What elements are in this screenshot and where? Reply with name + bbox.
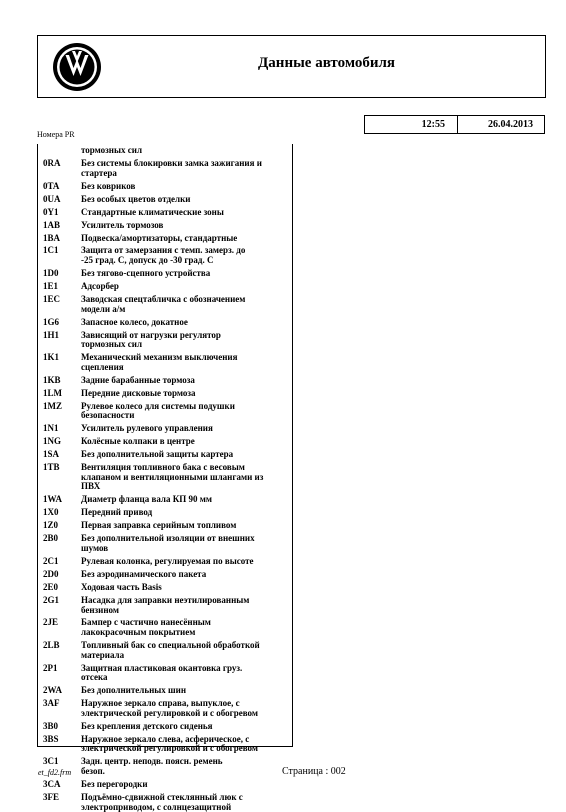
- description-line: Запасное колесо, докатное: [81, 318, 292, 328]
- description-line: Ходовая часть Basis: [81, 583, 292, 593]
- time-value: 12:55: [365, 116, 458, 133]
- pr-code: 1EC: [38, 295, 68, 314]
- description-line: стартера: [81, 169, 292, 179]
- description-line: клапаном и вентиляционными шлангами из: [81, 473, 292, 483]
- description-line: Без системы блокировки замка зажигания и: [81, 159, 292, 169]
- pr-number-list: [37, 144, 293, 746]
- pr-code: 2B0: [38, 534, 68, 553]
- description-line: -25 град. С, допуск до -30 град. С: [81, 256, 292, 266]
- list-item: [38, 557, 292, 567]
- list-item: [38, 793, 292, 812]
- pr-description: [68, 596, 292, 615]
- description-line: Зависящий от нагрузки регулятор: [81, 331, 292, 341]
- list-item: [38, 722, 292, 732]
- description-line: Без крепления детского сиденья: [81, 722, 292, 732]
- pr-code: 1E1: [38, 282, 68, 292]
- pr-code: 1NG: [38, 437, 68, 447]
- list-item: [38, 735, 292, 754]
- pr-code: 1MZ: [38, 402, 68, 421]
- description-line: шумов: [81, 544, 292, 554]
- list-item: [38, 450, 292, 460]
- description-line: электрической регулировкой и с обогревом: [81, 709, 292, 719]
- description-line: Механический механизм выключения: [81, 353, 292, 363]
- description-line: Заводская спецтабличка с обозначением: [81, 295, 292, 305]
- vw-logo-icon: [52, 42, 102, 92]
- list-item: [38, 282, 292, 292]
- pr-code: 2E0: [38, 583, 68, 593]
- description-line: сцепления: [81, 363, 292, 373]
- pr-description: [68, 376, 292, 386]
- description-line: Защита от замерзания с темп. замерз. до: [81, 246, 292, 256]
- description-line: Без особых цветов отделки: [81, 195, 292, 205]
- pr-description: [68, 757, 292, 776]
- description-line: Рулевое колесо для системы подушки: [81, 402, 292, 412]
- description-line: Бампер с частично нанесённым: [81, 618, 292, 628]
- list-item: [38, 221, 292, 231]
- pr-code: 0UA: [38, 195, 68, 205]
- list-item: [38, 686, 292, 696]
- list-item: [38, 618, 292, 637]
- list-item: [38, 402, 292, 421]
- pr-description: [68, 780, 292, 790]
- pr-code: 1K1: [38, 353, 68, 372]
- list-item: [38, 508, 292, 518]
- list-item: [38, 159, 292, 178]
- pr-description: [68, 182, 292, 192]
- description-line: электрической регулировкой и с обогревом: [81, 744, 292, 754]
- pr-description: [68, 793, 292, 812]
- pr-description: [68, 735, 292, 754]
- description-line: бензином: [81, 606, 292, 616]
- pr-code: 3B0: [38, 722, 68, 732]
- description-line: Без аэродинамического пакета: [81, 570, 292, 580]
- list-item: [38, 664, 292, 683]
- time-date-box: [364, 115, 545, 134]
- pr-code: 2D0: [38, 570, 68, 580]
- description-line: Наружное зеркало слева, асферическое, с: [81, 735, 292, 745]
- pr-code: 1AB: [38, 221, 68, 231]
- pr-code: 2JE: [38, 618, 68, 637]
- description-line: Топливный бак со специальной обработкой: [81, 641, 292, 651]
- pr-description: [68, 437, 292, 447]
- rows-container: [38, 146, 292, 812]
- pr-description: [68, 570, 292, 580]
- pr-code: 3AF: [38, 699, 68, 718]
- pr-description: [68, 508, 292, 518]
- pr-code: 1SA: [38, 450, 68, 460]
- pr-description: [68, 618, 292, 637]
- description-line: Усилитель тормозов: [81, 221, 292, 231]
- description-line: тормозных сил: [81, 340, 292, 350]
- pr-description: [68, 269, 292, 279]
- section-label: Номера PR: [37, 130, 75, 139]
- list-item: [38, 699, 292, 718]
- pr-description: [68, 282, 292, 292]
- pr-description: [68, 722, 292, 732]
- pr-code: 1KB: [38, 376, 68, 386]
- pr-code: 1BA: [38, 234, 68, 244]
- description-line: ПВХ: [81, 482, 292, 492]
- description-line: Вентиляция топливного бака с весовым: [81, 463, 292, 473]
- description-line: Усилитель рулевого управления: [81, 424, 292, 434]
- pr-description: [68, 402, 292, 421]
- pr-description: [68, 424, 292, 434]
- page-label: Страница :: [282, 766, 328, 777]
- list-item: [38, 583, 292, 593]
- list-item: [38, 521, 292, 531]
- list-item: [38, 182, 292, 192]
- description-line: лакокрасочным покрытием: [81, 628, 292, 638]
- footer-page: [282, 766, 346, 777]
- list-item: [38, 641, 292, 660]
- pr-description: [68, 583, 292, 593]
- header-box: [37, 35, 546, 98]
- pr-code: 1X0: [38, 508, 68, 518]
- pr-code: 3CA: [38, 780, 68, 790]
- list-item: [38, 757, 292, 776]
- pr-description: [68, 557, 292, 567]
- pr-code: 1D0: [38, 269, 68, 279]
- pr-code: 2P1: [38, 664, 68, 683]
- pr-description: [68, 195, 292, 205]
- pr-code: 2C1: [38, 557, 68, 567]
- pr-code: 1Z0: [38, 521, 68, 531]
- description-line: Колёсные колпаки в центре: [81, 437, 292, 447]
- description-line: Без дополнительной изоляции от внешних: [81, 534, 292, 544]
- pr-code: 0RA: [38, 159, 68, 178]
- pr-code: 2G1: [38, 596, 68, 615]
- pr-description: [68, 234, 292, 244]
- description-line: Передние дисковые тормоза: [81, 389, 292, 399]
- list-item: [38, 318, 292, 328]
- pr-code: 3C1: [38, 757, 68, 776]
- date-value: 26.04.2013: [458, 116, 544, 133]
- description-line: Без перегородки: [81, 780, 292, 790]
- pr-description: [68, 318, 292, 328]
- description-line: Без тягово-сцепного устройства: [81, 269, 292, 279]
- pr-description: [68, 521, 292, 531]
- pr-code: 0Y1: [38, 208, 68, 218]
- pr-code: 1WA: [38, 495, 68, 505]
- footer-filename: et_fd2.frm: [38, 768, 71, 777]
- pr-description: [68, 146, 292, 156]
- description-line: Без ковриков: [81, 182, 292, 192]
- description-line: тормозных сил: [81, 146, 292, 156]
- pr-code: 2WA: [38, 686, 68, 696]
- pr-description: [68, 389, 292, 399]
- description-line: Подъёмно-сдвижной стеклянный люк с: [81, 793, 292, 803]
- pr-description: [68, 495, 292, 505]
- pr-code: 2LB: [38, 641, 68, 660]
- list-item: [38, 463, 292, 492]
- list-bottom-border: [37, 746, 293, 747]
- pr-code: 1TB: [38, 463, 68, 492]
- pr-code: 1C1: [38, 246, 68, 265]
- pr-description: [68, 246, 292, 265]
- pr-description: [68, 208, 292, 218]
- pr-code: 0TA: [38, 182, 68, 192]
- list-item: [38, 389, 292, 399]
- description-line: Защитная пластиковая окантовка груз.: [81, 664, 292, 674]
- description-line: безоп.: [81, 767, 292, 777]
- pr-description: [68, 534, 292, 553]
- list-item: [38, 208, 292, 218]
- list-item: [38, 234, 292, 244]
- description-line: Задние барабанные тормоза: [81, 376, 292, 386]
- list-item: [38, 295, 292, 314]
- description-line: Без дополнительных шин: [81, 686, 292, 696]
- pr-code: 1H1: [38, 331, 68, 350]
- pr-code: 1LM: [38, 389, 68, 399]
- pr-description: [68, 463, 292, 492]
- description-line: Адсорбер: [81, 282, 292, 292]
- list-item: [38, 437, 292, 447]
- pr-code: 1G6: [38, 318, 68, 328]
- list-item: [38, 246, 292, 265]
- list-item: [38, 269, 292, 279]
- description-line: модели а/м: [81, 305, 292, 315]
- list-item: [38, 424, 292, 434]
- description-line: Стандартные климатические зоны: [81, 208, 292, 218]
- pr-description: [68, 686, 292, 696]
- list-item: [38, 596, 292, 615]
- pr-code: 3BS: [38, 735, 68, 754]
- list-item: [38, 495, 292, 505]
- list-item: [38, 780, 292, 790]
- pr-description: [68, 450, 292, 460]
- pr-description: [68, 641, 292, 660]
- pr-code: 1N1: [38, 424, 68, 434]
- description-line: материала: [81, 651, 292, 661]
- pr-description: [68, 699, 292, 718]
- description-line: Рулевая колонка, регулируемая по высоте: [81, 557, 292, 567]
- pr-code: [38, 146, 68, 156]
- description-line: Передний привод: [81, 508, 292, 518]
- description-line: Первая заправка серийным топливом: [81, 521, 292, 531]
- list-item: [38, 376, 292, 386]
- pr-code: 3FE: [38, 793, 68, 812]
- pr-description: [68, 159, 292, 178]
- list-item: [38, 570, 292, 580]
- page-number: 002: [331, 766, 346, 777]
- pr-description: [68, 295, 292, 314]
- description-line: Диаметр фланца вала КП 90 мм: [81, 495, 292, 505]
- description-line: Наружное зеркало справа, выпуклое, с: [81, 699, 292, 709]
- description-line: безопасности: [81, 411, 292, 421]
- description-line: Без дополнительной защиты картера: [81, 450, 292, 460]
- pr-description: [68, 353, 292, 372]
- description-line: электроприводом, с солнцезащитной: [81, 803, 292, 812]
- description-line: Задн. центр. неподв. поясн. ремень: [81, 757, 292, 767]
- list-item: [38, 534, 292, 553]
- description-line: Насадка для заправки неэтилированным: [81, 596, 292, 606]
- list-item: [38, 195, 292, 205]
- pr-description: [68, 664, 292, 683]
- list-item: [38, 353, 292, 372]
- description-line: Подвеска/амортизаторы, стандартные: [81, 234, 292, 244]
- pr-description: [68, 221, 292, 231]
- list-item: [38, 331, 292, 350]
- description-line: отсека: [81, 673, 292, 683]
- list-item: [38, 146, 292, 156]
- page-title: Данные автомобиля: [108, 55, 545, 72]
- pr-description: [68, 331, 292, 350]
